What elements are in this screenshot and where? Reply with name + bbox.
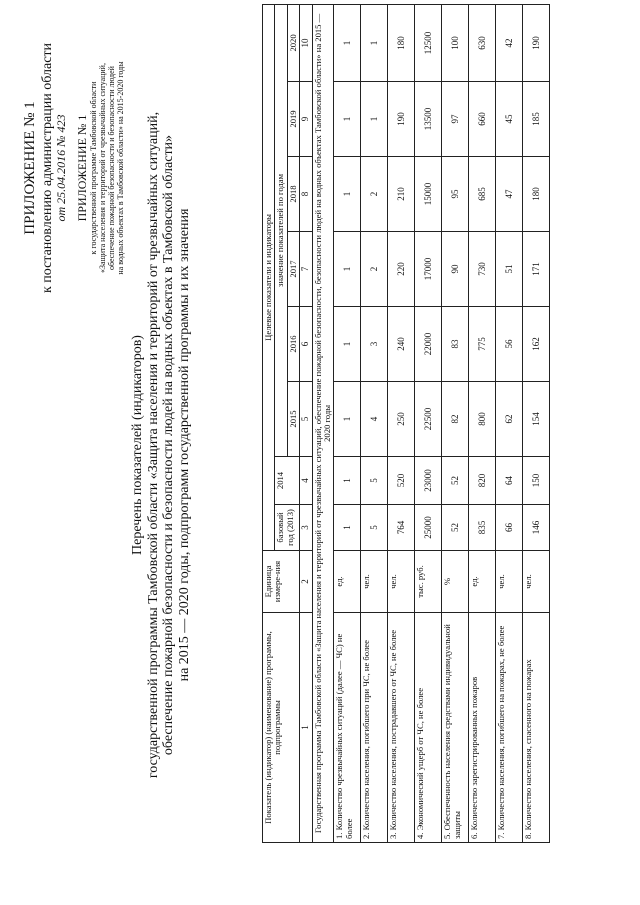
indicator-value: 250 [388, 382, 415, 457]
column-number: 5 [300, 382, 312, 457]
indicator-unit: чел. [523, 551, 550, 613]
appendix2-text-3: обеспечение пожарной безопасности и безопасности людей [107, 66, 116, 270]
indicator-unit: чел. [388, 551, 415, 613]
header-year: 2015 [287, 382, 299, 457]
indicators-table [262, 4, 550, 843]
header-indicator: Показатель (индикатор) (наименование) программы, подпрограммы [263, 613, 300, 843]
indicator-value: 22000 [415, 307, 442, 382]
indicator-value: 1 [361, 82, 388, 157]
indicator-value: 42 [496, 4, 523, 81]
indicator-value: 835 [469, 505, 496, 551]
table-row [361, 4, 388, 842]
indicator-value: 100 [442, 4, 469, 81]
header-year: 2018 [287, 157, 299, 232]
indicator-unit: тыс. руб. [415, 551, 442, 613]
indicator-value: 52 [442, 505, 469, 551]
header-year: 2017 [287, 232, 299, 307]
indicator-value: 52 [442, 457, 469, 505]
title-line-1: Перечень показателей (индикаторов) [130, 335, 145, 555]
indicator-value: 630 [469, 4, 496, 81]
column-number: 6 [300, 307, 312, 382]
indicator-value: 162 [523, 307, 550, 382]
appendix2-block [76, 18, 125, 318]
indicator-value: 1 [361, 4, 388, 81]
indicator-value: 150 [523, 457, 550, 505]
indicator-value: 5 [361, 505, 388, 551]
column-number: 10 [300, 4, 312, 81]
column-number: 2 [300, 551, 312, 613]
indicator-unit: чел. [361, 551, 388, 613]
appendix2-text-2: «Защита населения и территорий от чрезвычайных ситуаций, [98, 63, 107, 273]
indicator-value: 764 [388, 505, 415, 551]
indicator-name: 2. Количество населения, погибшего при ЧС, не более [361, 613, 388, 843]
table-row [469, 4, 496, 842]
indicator-value: 82 [442, 382, 469, 457]
appendix-header [22, 18, 56, 318]
indicator-value: 220 [388, 232, 415, 307]
table-row [388, 4, 415, 842]
indicator-unit: чел. [496, 551, 523, 613]
indicator-value: 25000 [415, 505, 442, 551]
indicator-value: 185 [523, 82, 550, 157]
indicator-value: 62 [496, 382, 523, 457]
indicator-value: 146 [523, 505, 550, 551]
appendix2-title: ПРИЛОЖЕНИЕ № 1 [75, 114, 89, 222]
table-row [523, 4, 550, 842]
indicator-value: 12500 [415, 4, 442, 81]
indicator-value: 210 [388, 157, 415, 232]
indicator-value: 800 [469, 382, 496, 457]
indicator-value: 660 [469, 82, 496, 157]
indicator-value: 97 [442, 82, 469, 157]
indicator-name: 1. Количество чрезвычайных ситуаций (далее — ЧС) не более [334, 613, 361, 843]
indicator-value: 22500 [415, 382, 442, 457]
column-number: 4 [300, 457, 312, 505]
header-year: 2016 [287, 307, 299, 382]
appendix-date-signature: от 25.04.2016 № 423 [54, 114, 68, 222]
indicator-value: 171 [523, 232, 550, 307]
indicator-value: 190 [523, 4, 550, 81]
indicator-value: 180 [388, 4, 415, 81]
indicator-value: 154 [523, 382, 550, 457]
indicator-value: 95 [442, 157, 469, 232]
table-row [496, 4, 523, 842]
indicator-value: 2 [361, 157, 388, 232]
indicator-value: 23000 [415, 457, 442, 505]
indicator-value: 51 [496, 232, 523, 307]
program-row: Государственная программа Тамбовской области «Защита населения и территорий от чрезвычайных ситуаций, обеспечение пожарной безопасности, безопасности людей на водных объектах Тамбовской области» на 2015 — 2020 годы [312, 4, 334, 842]
indicator-name: 4. Экономический ущерб от ЧС, не более [415, 613, 442, 843]
indicator-unit: % [442, 551, 469, 613]
indicator-value: 3 [361, 307, 388, 382]
appendix-title: ПРИЛОЖЕНИЕ № 1 [22, 101, 38, 235]
indicator-value: 730 [469, 232, 496, 307]
appendix2-text-1: к государственной программе Тамбовской области [89, 81, 98, 255]
indicator-value: 1 [334, 82, 361, 157]
indicator-value: 1 [334, 382, 361, 457]
indicator-value: 56 [496, 307, 523, 382]
indicator-value: 4 [361, 382, 388, 457]
header-2014: 2014 [275, 457, 300, 505]
indicator-value: 180 [523, 157, 550, 232]
indicator-value: 775 [469, 307, 496, 382]
indicator-value: 90 [442, 232, 469, 307]
indicator-value: 5 [361, 457, 388, 505]
table-row [334, 4, 361, 842]
appendix-subtitle: к постановлению администрации области [40, 42, 55, 294]
indicator-value: 64 [496, 457, 523, 505]
header-targets: Целевые показатели и индикаторы [263, 4, 275, 550]
indicator-unit: ед. [469, 551, 496, 613]
table-row [415, 4, 442, 842]
header-year: 2019 [287, 82, 299, 157]
indicator-value: 1 [334, 4, 361, 81]
appendix2-text-4: на водных объектах в Тамбовской области» на 2015-2020 годы [116, 61, 125, 275]
header-base-year: базовый год (2013) [275, 505, 300, 551]
indicator-value: 45 [496, 82, 523, 157]
document-title [130, 45, 192, 845]
table-row [442, 4, 469, 842]
indicator-name: 3. Количество населения, пострадавшего от ЧС, не более [388, 613, 415, 843]
indicator-value: 2 [361, 232, 388, 307]
indicator-value: 1 [334, 307, 361, 382]
title-line-4: на 2015 — 2020 годы, подпрограмм государственной программы и их значения [176, 208, 192, 682]
indicator-name: 7. Количество населения, погибшего на пожарах, не более [496, 613, 523, 843]
indicator-value: 1 [334, 232, 361, 307]
header-year: 2020 [287, 4, 299, 81]
column-number: 9 [300, 82, 312, 157]
column-number: 3 [300, 505, 312, 551]
indicator-value: 1 [334, 505, 361, 551]
column-number: 8 [300, 157, 312, 232]
indicator-value: 47 [496, 157, 523, 232]
indicator-value: 240 [388, 307, 415, 382]
indicator-value: 83 [442, 307, 469, 382]
indicator-value: 1 [334, 457, 361, 505]
indicator-name: 5. Обеспеченность населения средствами индивидуальной защиты [442, 613, 469, 843]
indicator-value: 66 [496, 505, 523, 551]
indicator-value: 190 [388, 82, 415, 157]
indicator-name: 6. Количество зарегистрированных пожаров [469, 613, 496, 843]
indicator-value: 13500 [415, 82, 442, 157]
column-number: 1 [300, 613, 312, 843]
title-line-3: обеспечение пожарной безопасности и безопасности людей на водных объектах в Тамбовской области» [161, 134, 176, 756]
column-number: 7 [300, 232, 312, 307]
indicator-name: 8. Количество населения, спасенного на пожарах [523, 613, 550, 843]
title-line-2: государственной программы Тамбовской области «Защита населения и территорий от чрезвычайных ситуаций, [145, 111, 161, 779]
indicator-value: 820 [469, 457, 496, 505]
table-body [312, 4, 550, 842]
header-unit: Единица измере-ния [263, 551, 300, 613]
header-by-years: значение показателей по годам [275, 4, 287, 456]
indicator-value: 15000 [415, 157, 442, 232]
indicator-value: 1 [334, 157, 361, 232]
indicator-value: 520 [388, 457, 415, 505]
indicator-value: 17000 [415, 232, 442, 307]
indicator-unit: ед. [334, 551, 361, 613]
indicator-value: 685 [469, 157, 496, 232]
